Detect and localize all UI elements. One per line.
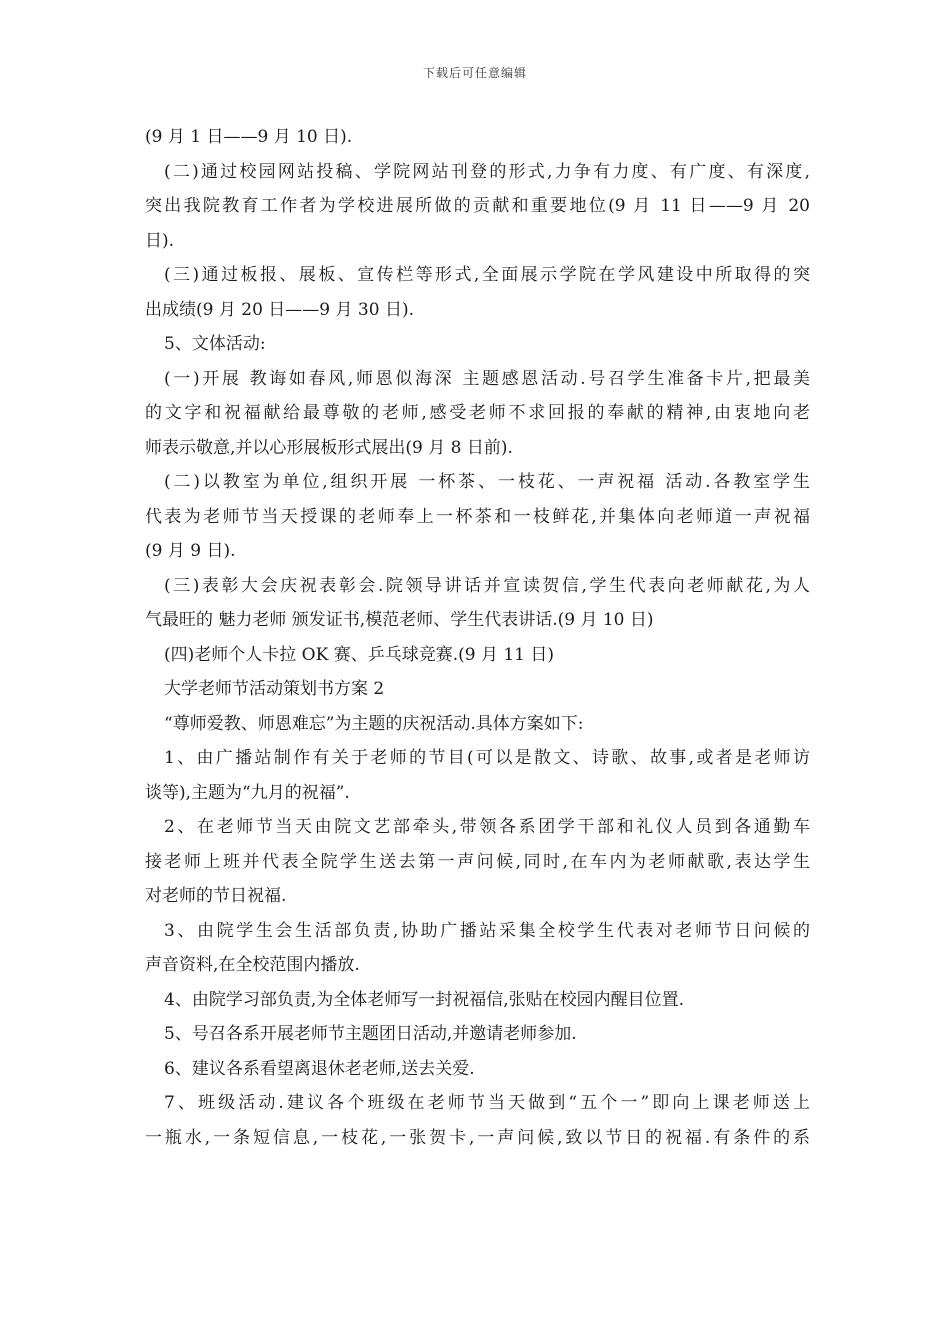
- paragraph-line: 出成绩(9 月 20 日——9 月 30 日).: [145, 299, 414, 320]
- paragraph-line: (三)表彰大会庆祝表彰会.院领导讲话并宣读贺信,学生代表向老师献花,为人: [164, 575, 810, 596]
- paragraph-line: 代表为老师节当天授课的老师奉上一杯茶和一枝鲜花,并集体向老师道一声祝福: [145, 506, 810, 527]
- page-header: 下载后可任意编辑: [422, 66, 527, 80]
- paragraph-line: 师表示敬意,并以心形展板形式展出(9 月 8 日前).: [145, 437, 513, 458]
- paragraph-line: 4、由院学习部负责,为全体老师写一封祝福信,张贴在校园内醒目位置.: [164, 989, 685, 1010]
- paragraph-line: 5、文体活动:: [164, 334, 266, 354]
- paragraph-line: 6、建议各系看望离退休老老师,送去关爱.: [164, 1058, 475, 1079]
- paragraph-line: 接老师上班并代表全院学生送去第一声问候,同时,在车内为老师献歌,表达学生: [145, 851, 810, 872]
- document-body: [145, 120, 810, 1155]
- paragraph-line: 2、在老师节当天由院文艺部牵头,带领各系团学干部和礼仪人员到各通勤车: [164, 817, 810, 837]
- paragraph-line: 一瓶水,一条短信息,一枝花,一张贺卡,一声问候,致以节日的祝福.有条件的系: [145, 1127, 810, 1148]
- paragraph-line: “尊师爱教、师恩难忘”为主题的庆祝活动.具体方案如下:: [164, 713, 584, 734]
- paragraph-line: (一)开展 教诲如春风,师恩似海深 主题感恩活动.号召学生准备卡片,把最美: [164, 368, 810, 389]
- paragraph-line: 的文字和祝福献给最尊敬的老师,感受老师不求回报的奉献的精神,由衷地向老: [145, 403, 810, 423]
- paragraph-line: 气最旺的 魅力老师 颁发证书,模范老师、学生代表讲话.(9 月 10 日): [145, 610, 654, 630]
- paragraph-line: 谈等),主题为“九月的祝福”.: [145, 782, 350, 803]
- paragraph-line: 7、班级活动.建议各个班级在老师节当天做到“五个一”即向上课老师送上: [164, 1093, 810, 1113]
- paragraph-line: (9 月 9 日).: [145, 541, 236, 561]
- paragraph-line: 大学老师节活动策划书方案 2: [164, 679, 385, 699]
- paragraph-line: (二)以教室为单位,组织开展 一杯茶、一枝花、一声祝福 活动.各教室学生: [164, 472, 810, 492]
- paragraph-line: (二)通过校园网站投稿、学院网站刊登的形式,力争有力度、有广度、有深度,: [164, 161, 810, 182]
- paragraph-line: 对老师的节日祝福.: [145, 886, 287, 906]
- paragraph-line: (四)老师个人卡拉 OK 赛、乒乓球竞赛.(9 月 11 日): [164, 644, 555, 665]
- paragraph-line: 突出我院教育工作者为学校进展所做的贡献和重要地位(9 月 11 日——9 月 20: [145, 196, 810, 216]
- paragraph-line: 1、由广播站制作有关于老师的节目(可以是散文、诗歌、故事,或者是老师访: [164, 748, 810, 768]
- paragraph-line: 3、由院学生会生活部负责,协助广播站采集全校学生代表对老师节日问候的: [164, 920, 810, 941]
- paragraph-line: 5、号召各系开展老师节主题团日活动,并邀请老师参加.: [164, 1024, 577, 1044]
- paragraph-line: (9 月 1 日——9 月 10 日).: [145, 127, 353, 147]
- paragraph-line: (三)通过板报、展板、宣传栏等形式,全面展示学院在学风建设中所取得的突: [164, 265, 810, 285]
- paragraph-line: 声音资料,在全校范围内播放.: [145, 955, 360, 975]
- paragraph-line: 日).: [145, 230, 175, 251]
